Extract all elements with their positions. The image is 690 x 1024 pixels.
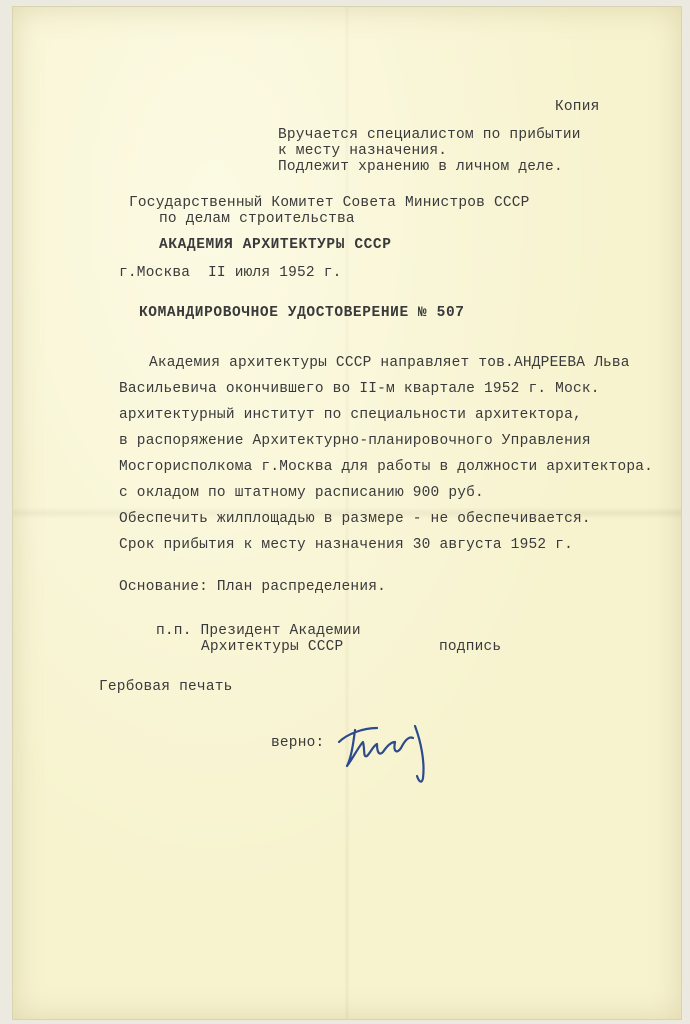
delivery-note-3: Подлежит хранению в личном деле. xyxy=(278,159,563,175)
signatory-line-2: Архитектуры СССР xyxy=(201,639,344,655)
verified-label: верно: xyxy=(271,735,325,751)
body-line-6: с окладом по штатному расписанию 900 руб. xyxy=(119,485,484,501)
body-line-4: в распоряжение Архитектурно-планировочного Управления xyxy=(119,433,591,449)
academy-name: АКАДЕМИЯ АРХИТЕКТУРЫ СССР xyxy=(159,237,392,253)
issuer-line-2: по делам строительства xyxy=(159,211,355,227)
seal-note: Гербовая печать xyxy=(99,679,233,695)
document-sheet xyxy=(12,6,682,1020)
signatory-line-1: п.п. Президент Академии xyxy=(156,623,361,639)
issuer-line-1: Государственный Комитет Совета Министров СССР xyxy=(129,195,530,211)
document-title: КОМАНДИРОВОЧНОЕ УДОСТОВЕРЕНИЕ № 507 xyxy=(139,305,465,321)
delivery-note-1: Вручается специалистом по прибытии xyxy=(278,127,581,143)
delivery-note-2: к месту назначения. xyxy=(278,143,448,159)
basis-line: Основание: План распределения. xyxy=(119,579,387,595)
body-line-8: Срок прибытия к месту назначения 30 августа 1952 г. xyxy=(119,537,573,553)
body-line-1: Академия архитектуры СССР направляет тов.АНДРЕЕВА Льва xyxy=(149,355,630,371)
copy-mark: Копия xyxy=(555,99,600,115)
signature-word: подпись xyxy=(439,639,502,655)
body-line-5: Мосгорисполкома г.Москва для работы в должности архитектора. xyxy=(119,459,654,475)
body-line-2: Васильевича окончившего во II-м квартале 1952 г. Моск. xyxy=(119,381,600,397)
place-date: г.Москва II июля 1952 г. xyxy=(119,265,342,281)
body-line-3: архитектурный институт по специальности архитектора, xyxy=(119,407,582,423)
handwritten-signature xyxy=(333,712,443,792)
body-line-7: Обеспечить жилплощадью в размере - не обеспечивается. xyxy=(119,511,591,527)
